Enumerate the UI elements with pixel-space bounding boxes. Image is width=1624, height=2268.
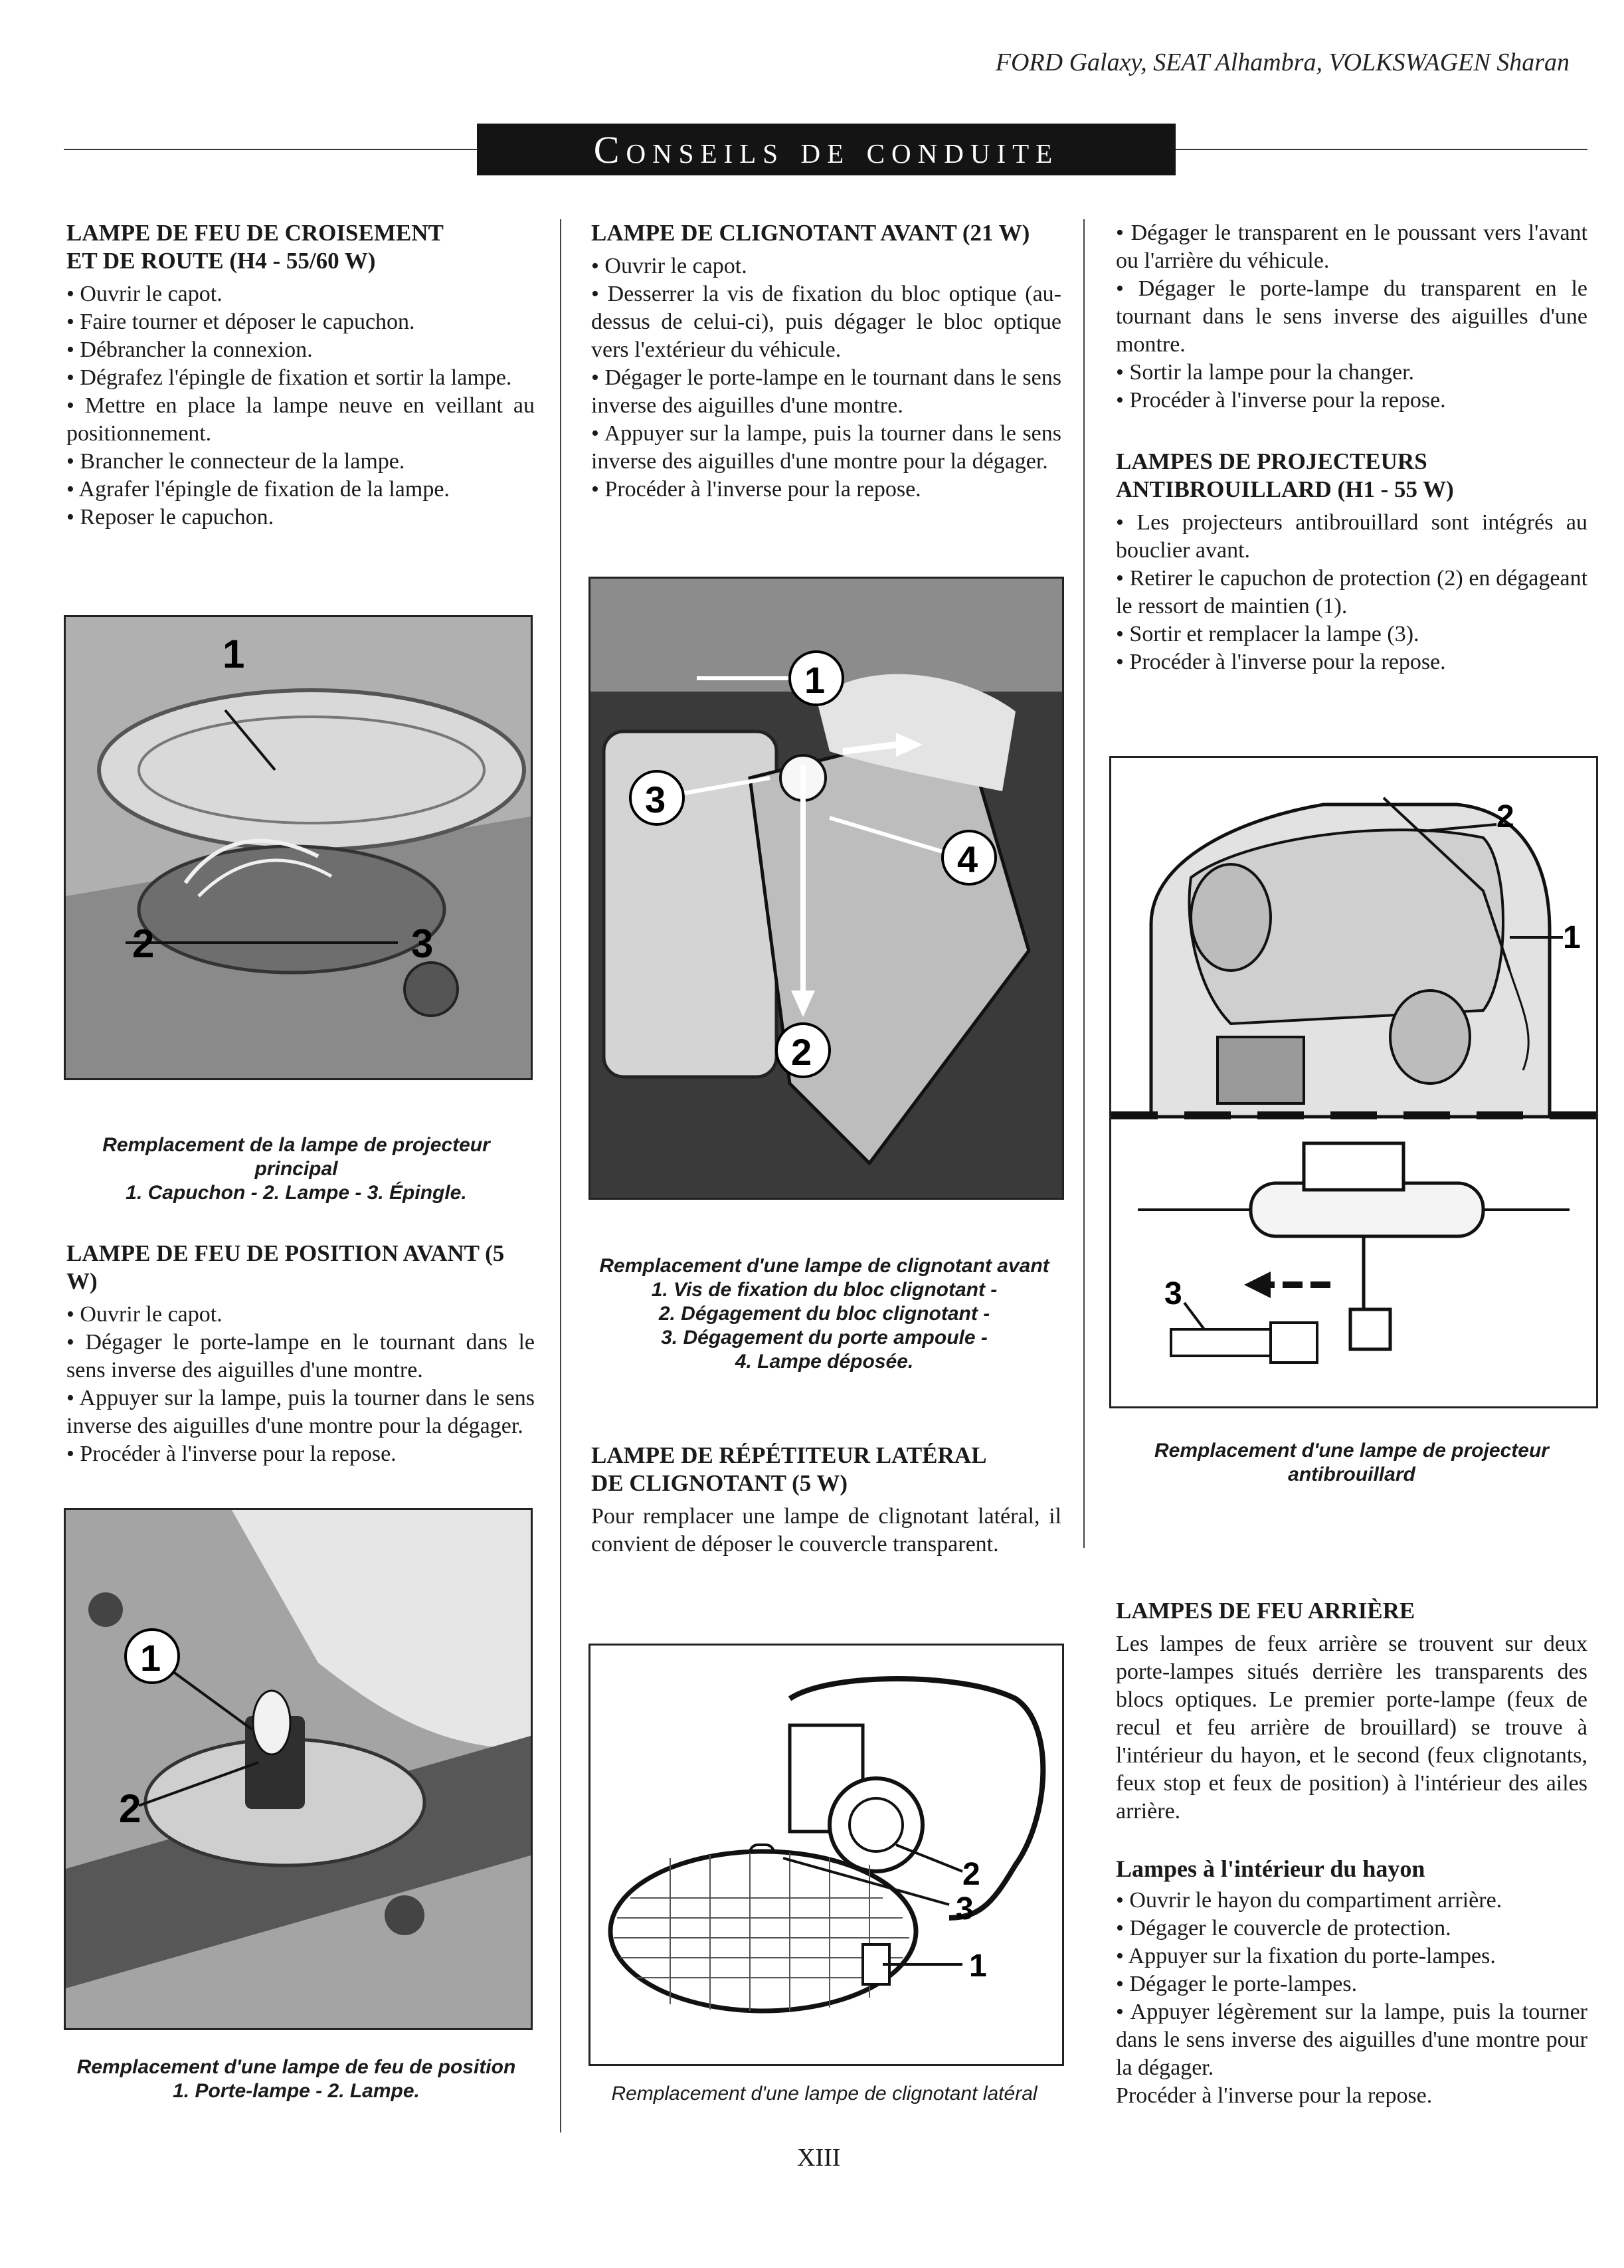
- caption-line: 3. Dégagement du porte ampoule -: [661, 1327, 988, 1349]
- callout-label: 4: [957, 838, 978, 880]
- list-item: • Agrafer l'épingle de fixation de la lampe.: [66, 476, 535, 504]
- callout-label: 2: [962, 1857, 980, 1892]
- callout-label: 1: [223, 632, 245, 676]
- instruction-list: [66, 1301, 535, 1468]
- callout-label: 2: [791, 1031, 812, 1073]
- subsection-title: Lampes à l'intérieur du hayon: [1116, 1855, 1425, 1882]
- list-item: • Dégager le porte-lampe en le tournant dans le sens inverse des aiguilles d'une montre.: [66, 1329, 535, 1384]
- callout-label: 1: [804, 659, 826, 701]
- instruction-list: [591, 252, 1061, 504]
- vehicle-models-header: FORD Galaxy, SEAT Alhambra, VOLKSWAGEN Sharan: [995, 48, 1570, 76]
- figure-caption: [588, 1254, 1060, 1374]
- section-title: LAMPE DE CLIGNOTANT AVANT (21 W): [591, 220, 1030, 246]
- caption-line: 2. Dégagement du bloc clignotant -: [658, 1303, 990, 1325]
- caption-line: Remplacement d'une lampe de clignotant avant: [599, 1255, 1049, 1277]
- callout-label: 1: [140, 1637, 161, 1679]
- list-item: • Procéder à l'inverse pour la repose.: [66, 1440, 535, 1468]
- list-item: • Dégager le couvercle de protection.: [1116, 1915, 1587, 1942]
- callout-label: 3: [411, 921, 434, 966]
- body-text: Procéder à l'inverse pour la repose.: [1116, 2083, 1433, 2108]
- list-item: • Ouvrir le capot.: [66, 280, 535, 308]
- list-item: • Appuyer sur la fixation du porte-lampes.: [1116, 1942, 1587, 1970]
- list-item: • Sortir et remplacer la lampe (3).: [1116, 620, 1587, 648]
- list-item: • Dégager le porte-lampe du transparent en le tournant dans le sens inverse des aiguilles d'une montre.: [1116, 275, 1587, 359]
- list-item: • Appuyer sur la lampe, puis la tourner dans le sens inverse des aiguilles d'une montre pour la dégager.: [591, 420, 1061, 476]
- section-repetiteur-lateral: [591, 1442, 1061, 1559]
- list-item: • Ouvrir le capot.: [66, 1301, 535, 1329]
- side-repeater-diagram: [588, 1644, 1064, 2066]
- list-item: • Débrancher la connexion.: [66, 336, 535, 364]
- body-text: Pour remplacer une lampe de clignotant latéral, il convient de déposer le couvercle transparent.: [591, 1504, 1061, 1557]
- caption-line: 1. Vis de fixation du bloc clignotant -: [651, 1279, 998, 1301]
- callout-label: 3: [1164, 1276, 1182, 1311]
- section-title-line2: DE CLIGNOTANT (5 W): [591, 1470, 848, 1496]
- list-item: • Appuyer sur la lampe, puis la tourner dans le sens inverse des aiguilles d'une montre pour la dégager.: [66, 1384, 535, 1440]
- section-lampe-croisement: [66, 219, 535, 531]
- position-lamp-photo: [64, 1508, 533, 2030]
- page-number: XIII: [797, 2144, 841, 2172]
- list-item: • Ouvrir le capot.: [591, 252, 1061, 280]
- caption-line: Remplacement d'une lampe de feu de position: [76, 2056, 516, 2078]
- callout-label: 1: [1563, 920, 1581, 955]
- section-title-line1: LAMPE DE RÉPÉTITEUR LATÉRAL: [591, 1442, 987, 1468]
- list-item: • Retirer le capuchon de protection (2) en dégageant le ressort de maintien (1).: [1116, 565, 1587, 620]
- callout-label: 2: [119, 1786, 141, 1831]
- section-title-line2: ANTIBROUILLARD (H1 - 55 W): [1116, 476, 1454, 502]
- list-item: • Dégrafez l'épingle de fixation et sortir la lampe.: [66, 364, 535, 392]
- section-title: LAMPE DE FEU DE POSITION AVANT (5 W): [66, 1240, 505, 1294]
- caption-line: Remplacement de la lampe de projecteur principal: [102, 1134, 490, 1180]
- list-item: • Mettre en place la lampe neuve en veillant au positionnement.: [66, 392, 535, 448]
- section-antibrouillard: [1116, 448, 1587, 676]
- instruction-list: [66, 280, 535, 531]
- title-rule-left: [64, 149, 477, 150]
- instruction-list: [1116, 219, 1587, 415]
- figure-caption: [1109, 1439, 1594, 1487]
- caption-line: 1. Porte-lampe - 2. Lampe.: [173, 2080, 420, 2102]
- section-clignotant-avant: [591, 219, 1061, 504]
- list-item: • Faire tourner et déposer le capuchon.: [66, 308, 535, 336]
- section-title: Conseils de conduite: [477, 124, 1176, 175]
- list-item: • Dégager le transparent en le poussant vers l'avant ou l'arrière du véhicule.: [1116, 219, 1587, 275]
- callout-label: 2: [132, 921, 155, 966]
- caption-line: Remplacement d'une lampe de projecteur: [1154, 1440, 1549, 1462]
- section-title-line2: ET DE ROUTE (H4 - 55/60 W): [66, 248, 376, 274]
- list-item: • Les projecteurs antibrouillard sont intégrés au bouclier avant.: [1116, 509, 1587, 565]
- callout-label: 2: [1496, 799, 1514, 834]
- list-item: • Desserrer la vis de fixation du bloc optique (au-dessus de celui-ci), puis dégager le bloc optique vers l'extérieur du véhicule.: [591, 280, 1061, 364]
- list-item: • Sortir la lampe pour la changer.: [1116, 359, 1587, 387]
- list-item: • Brancher le connecteur de la lampe.: [66, 448, 535, 476]
- section-hayon: [1116, 1855, 1587, 2110]
- section-repetiteur-suite: [1116, 219, 1587, 415]
- callout-label: 3: [956, 1891, 974, 1927]
- callout-label: 3: [645, 779, 666, 820]
- list-item: • Procéder à l'inverse pour la repose.: [591, 476, 1061, 504]
- front-indicator-photo: [588, 577, 1064, 1200]
- list-item: • Procéder à l'inverse pour la repose.: [1116, 648, 1587, 676]
- headlamp-photo: [64, 615, 533, 1080]
- title-rule-right: [1176, 149, 1587, 150]
- figure-caption: [64, 2055, 529, 2103]
- body-text: Les lampes de feux arrière se trouvent sur deux porte-lampes situés derrière les transparents des blocs optiques. Le premier porte-lampe (feux de recul et feu arrière de brouillard) se trouve à l'intérieur du hayon, et le second (feux clignotants, feux stop et feux de position) à l'intérieur des ailes arrière.: [1116, 1632, 1587, 1824]
- figure-caption: [64, 1133, 529, 1205]
- section-title-line1: LAMPE DE FEU DE CROISEMENT: [66, 220, 444, 246]
- instruction-list: [1116, 509, 1587, 676]
- list-item: • Procéder à l'inverse pour la repose.: [1116, 387, 1587, 415]
- column-divider-2: [1083, 219, 1085, 1548]
- column-divider-1: [560, 219, 561, 2132]
- list-item: • Dégager le porte-lampe en le tournant dans le sens inverse des aiguilles d'une montre.: [591, 364, 1061, 420]
- list-item: • Appuyer légèrement sur la lampe, puis la tourner dans le sens inverse des aiguilles d'une montre pour la dégager.: [1116, 1998, 1587, 2082]
- section-feu-position: [66, 1240, 535, 1468]
- section-feu-arriere: [1116, 1597, 1587, 1826]
- list-item: • Reposer le capuchon.: [66, 504, 535, 531]
- fog-lamp-diagram: [1109, 756, 1598, 1408]
- instruction-list: [1116, 1887, 1587, 2082]
- figure-caption: Remplacement d'une lampe de clignotant latéral: [611, 2083, 1038, 2105]
- list-item: • Dégager le porte-lampes.: [1116, 1970, 1587, 1998]
- caption-line: 1. Capuchon - 2. Lampe - 3. Épingle.: [126, 1182, 467, 1204]
- section-title-line1: LAMPES DE PROJECTEURS: [1116, 448, 1427, 474]
- caption-line: antibrouillard: [1288, 1464, 1415, 1485]
- list-item: • Ouvrir le hayon du compartiment arrière.: [1116, 1887, 1587, 1915]
- section-title: LAMPES DE FEU ARRIÈRE: [1116, 1598, 1415, 1624]
- callout-label: 1: [969, 1948, 987, 1984]
- caption-line: 4. Lampe déposée.: [735, 1351, 914, 1372]
